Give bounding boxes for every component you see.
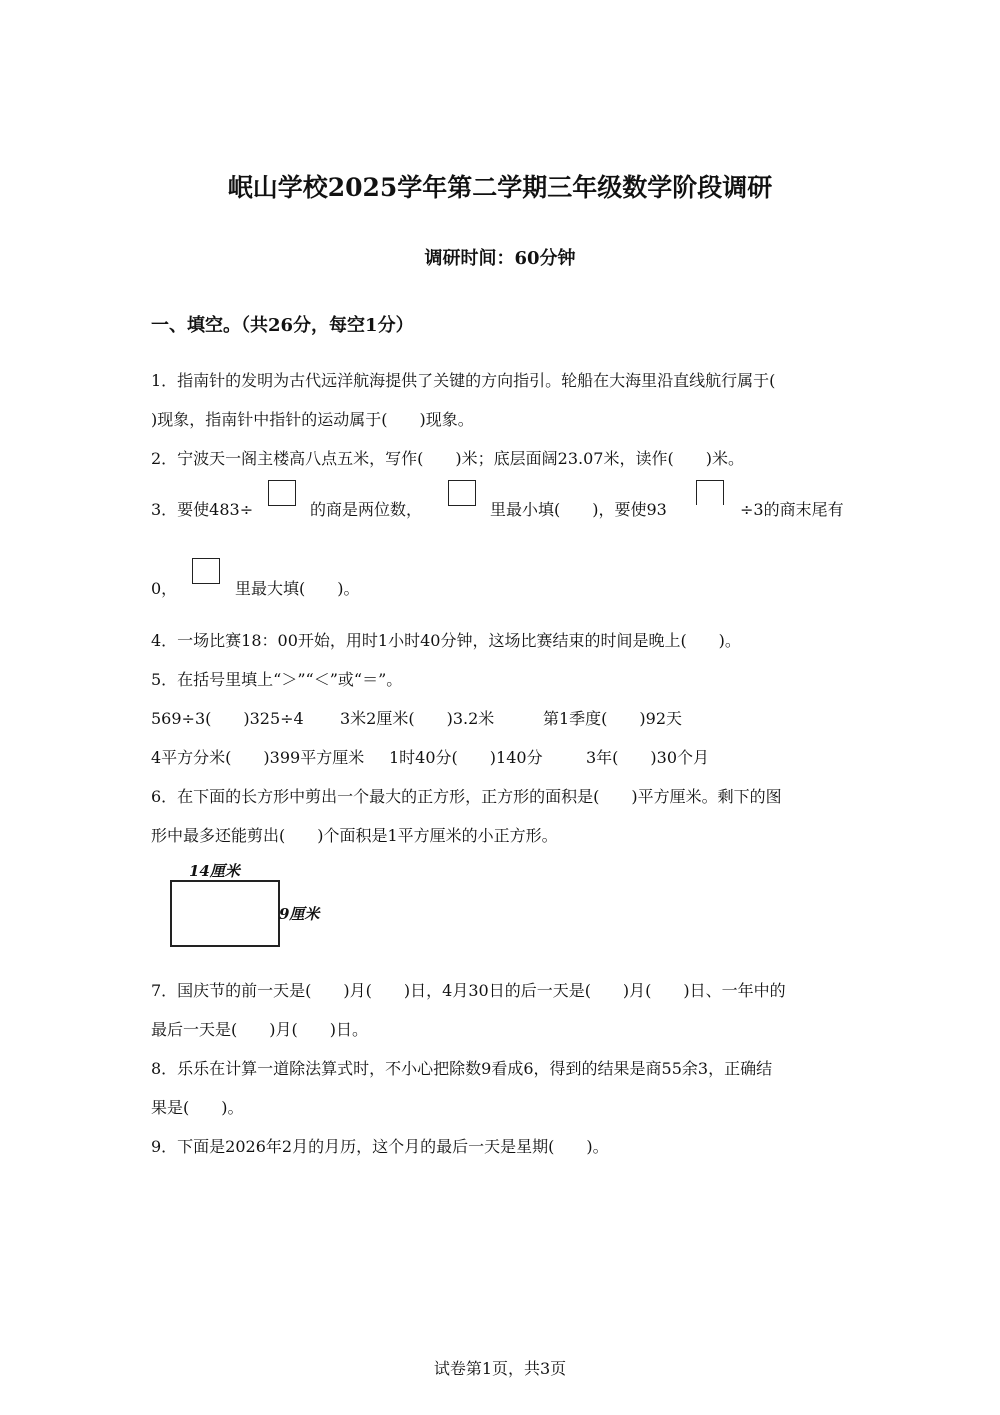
answer-box	[192, 558, 220, 584]
answer-box	[448, 480, 476, 506]
compare-item: 4平方分米( )399平方厘米	[151, 748, 365, 767]
question-3-part-3: 里最小填( )，要使93	[490, 500, 667, 519]
question-3-part-1: 3．要使483÷	[151, 500, 254, 519]
question-2-line-1: 2．宁波天一阁主楼高八点五米，写作( )米；底层面阔23.07米，读作( )米。	[151, 449, 744, 468]
question-1-line-2: )现象，指南针中指针的运动属于( )现象。	[151, 410, 474, 429]
compare-item: 第1季度( )92天	[543, 709, 683, 728]
rectangle-width-label: 9厘米	[279, 905, 320, 923]
question-1-line-1: 1．指南针的发明为古代远洋航海提供了关键的方向指引。轮船在大海里沿直线航行属于(	[151, 371, 776, 390]
question-6-line-2: 形中最多还能剪出( )个面积是1平方厘米的小正方形。	[151, 826, 558, 845]
rectangle-length-label: 14厘米	[189, 862, 240, 880]
question-3-part-2: 的商是两位数，	[310, 500, 423, 519]
answer-box	[268, 480, 296, 506]
question-3-part-5: 0，	[151, 579, 178, 598]
question-3-part-4: ÷3的商末尾有	[740, 500, 844, 519]
question-5-line-1: 5．在括号里填上“＞”“＜”或“＝”。	[151, 670, 403, 689]
question-8-line-2: 果是( )。	[151, 1098, 244, 1117]
rectangle-shape	[170, 880, 280, 947]
question-4-line-1: 4．一场比赛18：00开始，用时1小时40分钟，这场比赛结束的时间是晚上( )。	[151, 631, 741, 650]
exam-duration: 调研时间：60分钟	[424, 248, 576, 269]
answer-box	[696, 480, 724, 505]
page-number-footer: 试卷第1页，共3页	[433, 1359, 567, 1378]
section-heading-fill-blank: 一、填空。（共26分，每空1分）	[151, 315, 414, 336]
compare-item: 569÷3( )325÷4	[151, 709, 304, 728]
question-8-line-1: 8．乐乐在计算一道除法算式时，不小心把除数9看成6，得到的结果是商55余3，正确结	[151, 1059, 773, 1078]
question-9-line-1: 9．下面是2026年2月的月历，这个月的最后一天是星期( )。	[151, 1137, 609, 1156]
question-6-line-1: 6．在下面的长方形中剪出一个最大的正方形，正方形的面积是( )平方厘米。剩下的图	[151, 787, 782, 806]
compare-item: 1时40分( )140分	[389, 748, 543, 767]
compare-item: 3年( )30个月	[586, 748, 710, 767]
compare-item: 3米2厘米( )3.2米	[340, 709, 495, 728]
question-3-part-6: 里最大填( )。	[235, 579, 360, 598]
rectangle-figure	[165, 858, 340, 950]
question-7-line-2: 最后一天是( )月( )日。	[151, 1020, 368, 1039]
question-7-line-1: 7．国庆节的前一天是( )月( )日，4月30日的后一天是( )月( )日、一年中的	[151, 981, 786, 1000]
page-title: 岷山学校2025学年第二学期三年级数学阶段调研	[227, 173, 773, 202]
